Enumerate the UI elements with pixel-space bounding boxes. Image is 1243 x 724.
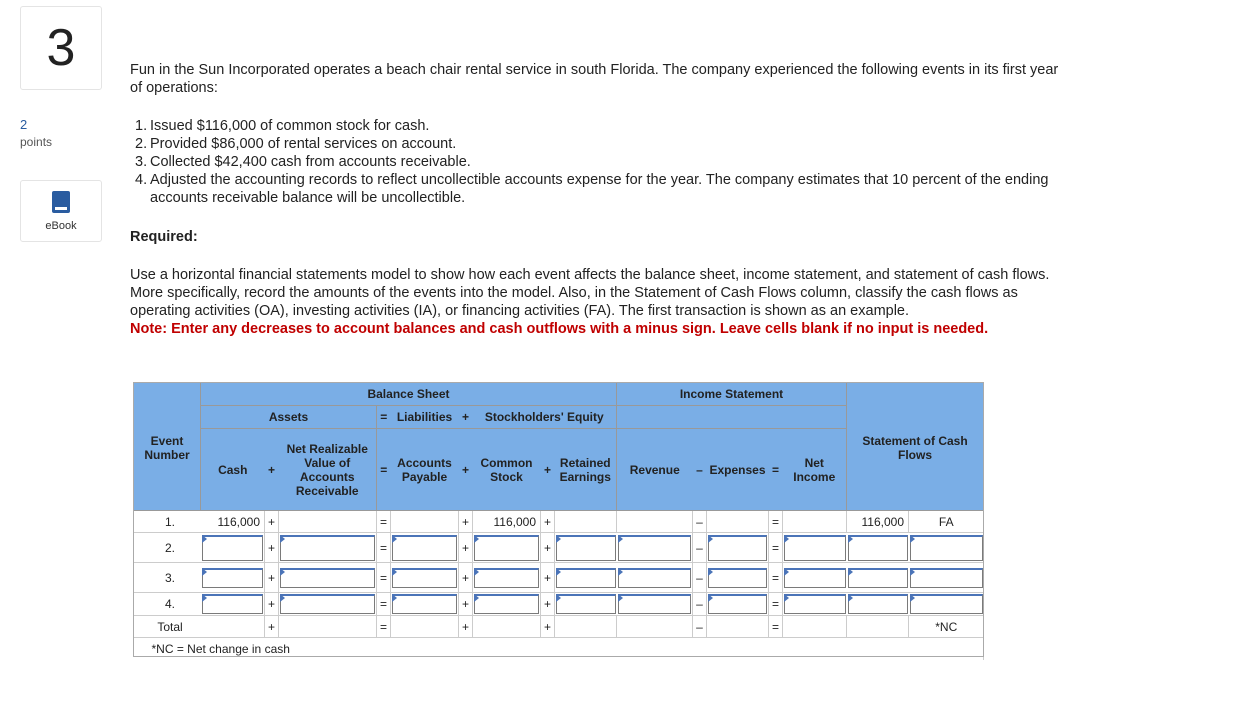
table-row: 1. 116,000 + = + 116,000 + – = 116,000 FA <box>134 511 984 533</box>
cash-flow-input[interactable] <box>848 594 908 614</box>
event-number-header: Event Number <box>134 429 201 511</box>
accounts-payable-header: Accounts Payable <box>391 429 459 511</box>
revenue-input[interactable] <box>618 594 692 614</box>
net-realizable-input[interactable] <box>280 535 375 561</box>
net-realizable-input[interactable] <box>280 594 375 614</box>
list-item: 1. Issued $116,000 of common stock for cash. <box>135 118 430 134</box>
expenses-input[interactable] <box>708 594 767 614</box>
points-label: points <box>20 135 53 149</box>
classification-input[interactable] <box>910 568 983 588</box>
question-content <box>130 61 1065 338</box>
income-statement-header: Income Statement <box>617 383 847 406</box>
question-number: 3 <box>46 19 76 77</box>
revenue-header: Revenue <box>617 429 693 511</box>
cash-flow-classification: FA <box>909 511 984 533</box>
expenses-input[interactable] <box>708 535 767 561</box>
cash-flow-input[interactable] <box>848 535 908 561</box>
instructions-text: Use a horizontal financial statements model to show how each event affects the balance sheet, income statement, and statement of cash flows. More specifically, record the amounts of the events into the model. Also, in the Statement of Cash Flows column, classify the cash flows as operating activities (OA), investing activities (IA), or financing activities (FA). The first transaction is shown as an example. <box>130 267 1050 319</box>
classification-input[interactable] <box>910 535 983 561</box>
question-number-box <box>20 6 102 90</box>
book-icon <box>52 191 70 213</box>
cash-value: 116,000 <box>201 511 265 533</box>
note-text: Note: Enter any decreases to account balances and cash outflows with a minus sign. Leave cells blank if no input is needed. <box>130 321 989 337</box>
list-item: 2. Provided $86,000 of rental services on account. <box>135 136 457 152</box>
accounts-payable-input[interactable] <box>392 535 457 561</box>
footnote: *NC = Net change in cash <box>134 638 984 660</box>
list-item: 3. Collected $42,400 cash from accounts receivable. <box>135 154 471 170</box>
events-list <box>135 117 1065 207</box>
expenses-header: Expenses <box>707 429 769 511</box>
common-stock-value: 116,000 <box>473 511 541 533</box>
net-realizable-header: Net Realizable Value of Accounts Receivable <box>279 429 377 511</box>
common-stock-header: Common Stock <box>473 429 541 511</box>
common-stock-input[interactable] <box>474 568 539 588</box>
cash-flows-header: Statement of Cash Flows <box>847 429 984 511</box>
total-classification: *NC <box>909 616 984 638</box>
accounts-payable-input[interactable] <box>392 568 457 588</box>
table-row: 4. + = + + – = <box>134 593 984 616</box>
common-stock-input[interactable] <box>474 594 539 614</box>
ebook-label: eBook <box>45 220 77 232</box>
net-income-input[interactable] <box>784 535 846 561</box>
common-stock-input[interactable] <box>474 535 539 561</box>
cash-input[interactable] <box>202 568 264 588</box>
cash-input[interactable] <box>202 594 264 614</box>
cash-flow-input[interactable] <box>848 568 908 588</box>
table-row: 2. + = + + – = <box>134 533 984 563</box>
retained-earnings-input[interactable] <box>556 535 616 561</box>
required-heading: Required: <box>130 229 198 245</box>
revenue-input[interactable] <box>618 568 692 588</box>
revenue-input[interactable] <box>618 535 692 561</box>
net-income-input[interactable] <box>784 568 846 588</box>
intro-text: Fun in the Sun Incorporated operates a beach chair rental service in south Florida. The company experienced the following events in its first year of operations: <box>130 62 1059 96</box>
net-realizable-input[interactable] <box>280 568 375 588</box>
expenses-input[interactable] <box>708 568 767 588</box>
cash-input[interactable] <box>202 535 264 561</box>
total-row: Total + = + + – = *NC <box>134 616 984 638</box>
points-value: 2 <box>20 117 28 132</box>
accounts-payable-input[interactable] <box>392 594 457 614</box>
liabilities-header: Liabilities <box>391 406 459 429</box>
retained-earnings-input[interactable] <box>556 594 616 614</box>
retained-earnings-header: Retained Earnings <box>555 429 617 511</box>
retained-earnings-input[interactable] <box>556 568 616 588</box>
net-income-header: Net Income <box>783 429 847 511</box>
cash-flow-value: 116,000 <box>847 511 909 533</box>
stockholders-equity-header: Stockholders' Equity <box>473 406 617 429</box>
list-item: 4. Adjusted the accounting records to reflect uncollectible accounts expense for the year. The company estimates that 10 percent of the ending accounts receivable balance will be uncollectible. <box>135 172 1049 206</box>
balance-sheet-header: Balance Sheet <box>201 383 617 406</box>
financial-statements-model: Balance Sheet Income Statement Assets = Liabilities + Stockholders' Equity Event Number Cash + Net Realizable Value of Accounts Receivable = Accounts Payable + Common Stock + Retained Earnings Revenue – Expenses = Net Income Statement of Cash Flows 1. 116,000 + = + 116,000 + – = 116,000 FA 2. + = + + – = 3. + = + + – = 4. + = + + – = Total + = + + – = *NC *NC = Net change in cash <box>133 382 984 660</box>
ebook-button[interactable] <box>20 180 102 242</box>
net-income-input[interactable] <box>784 594 846 614</box>
assets-header: Assets <box>201 406 377 429</box>
cash-header: Cash <box>201 429 265 511</box>
classification-input[interactable] <box>910 594 983 614</box>
table-row: 3. + = + + – = <box>134 563 984 593</box>
